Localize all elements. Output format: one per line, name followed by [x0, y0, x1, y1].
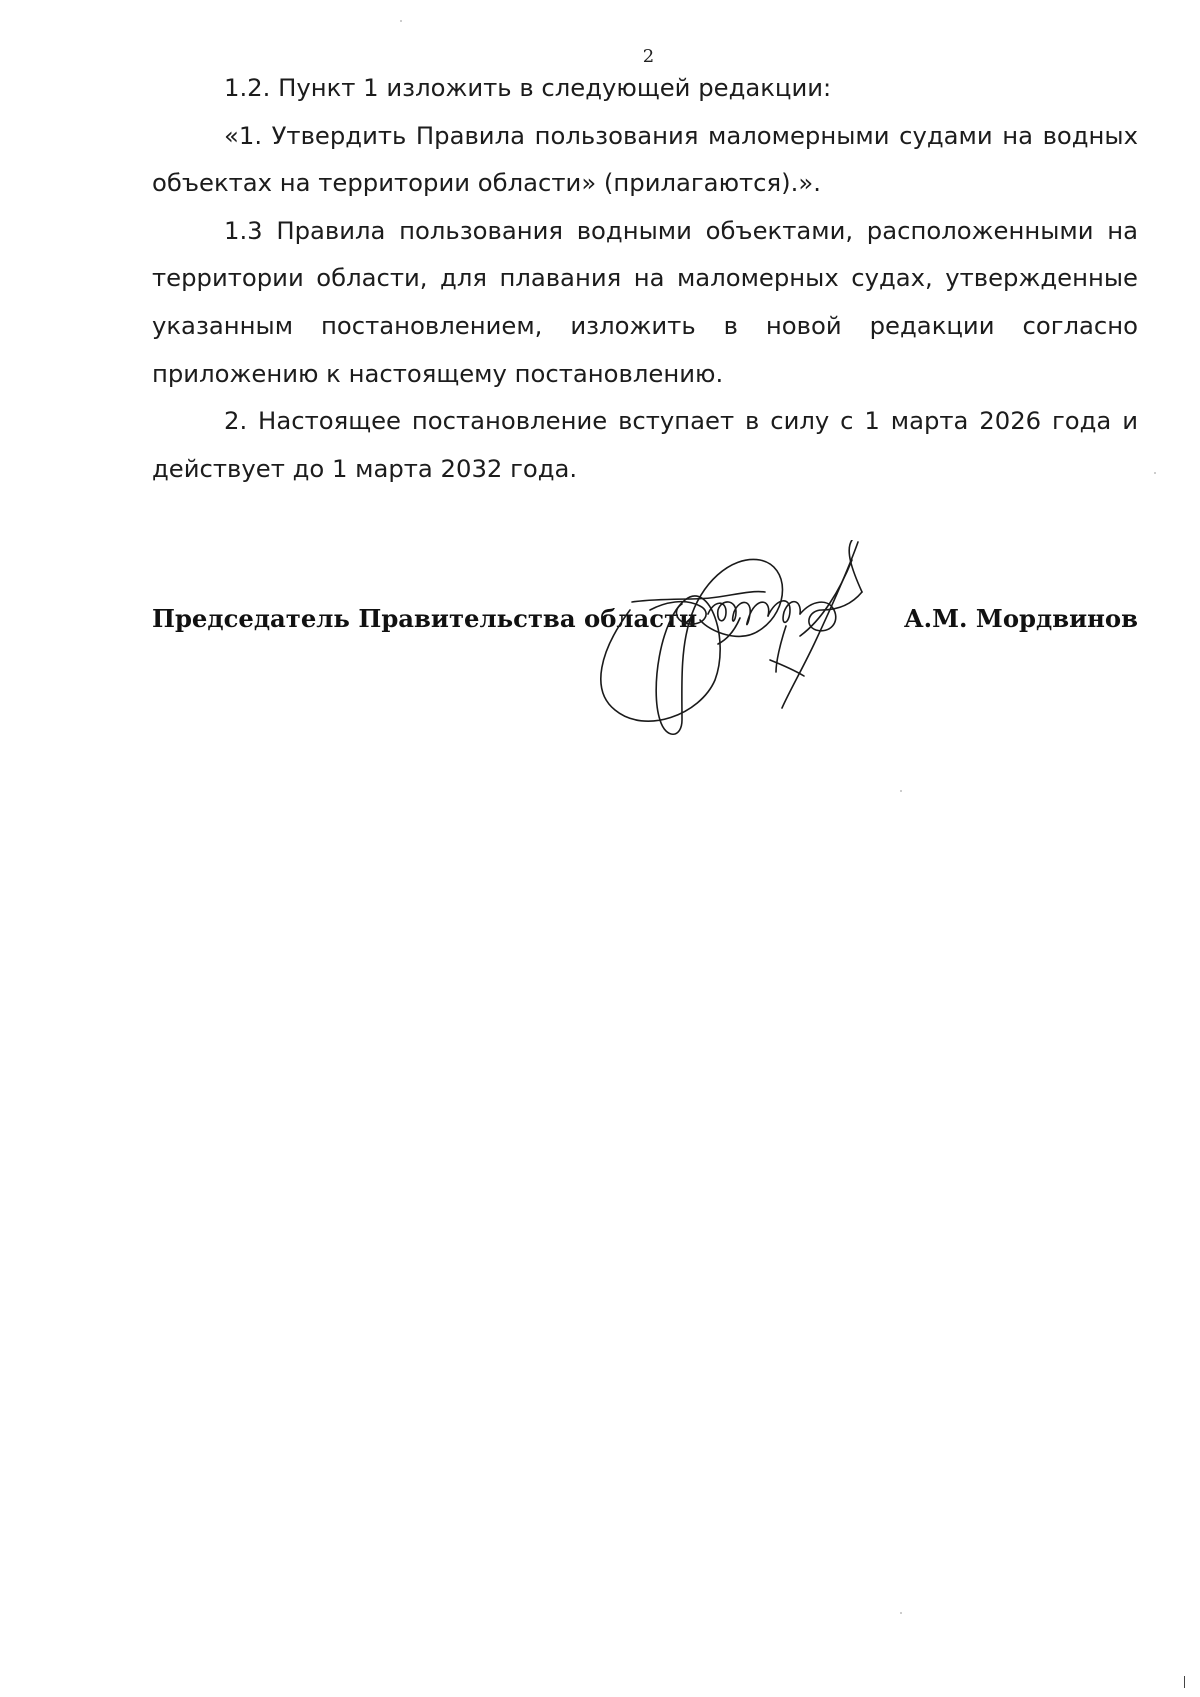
paragraph-2: 2. Настоящее постановление вступает в силу с 1 марта 2026 года и действует до 1 марта 2032 года. — [152, 406, 1138, 483]
scan-speck — [1154, 472, 1156, 474]
page-number: 2 — [642, 46, 655, 67]
document-body — [152, 64, 1138, 492]
paragraph-1-3: 1.3 Правила пользования водными объектами, расположенными на территории области, для плавания на маломерных судах, утвержденные указанным постановлением, изложить в новой редакции согласно приложению к настоящему постановлению. — [152, 215, 1138, 388]
signatory-position: Председатель Правительства области — [152, 604, 698, 633]
scan-speck — [400, 20, 402, 22]
handwritten-signature-icon — [590, 540, 940, 750]
scan-edge-mark — [1184, 1676, 1185, 1688]
paragraph-quote-1: «1. Утвердить Правила пользования маломерными судами на водных объектах на территории области» (прилагаются).». — [152, 120, 1138, 198]
paragraph-1-2: 1.2. Пункт 1 изложить в следующей редакции: — [224, 73, 832, 102]
signatory-name: А.М. Мордвинов — [903, 604, 1138, 633]
scan-speck — [900, 790, 902, 792]
scan-speck — [900, 1612, 902, 1614]
